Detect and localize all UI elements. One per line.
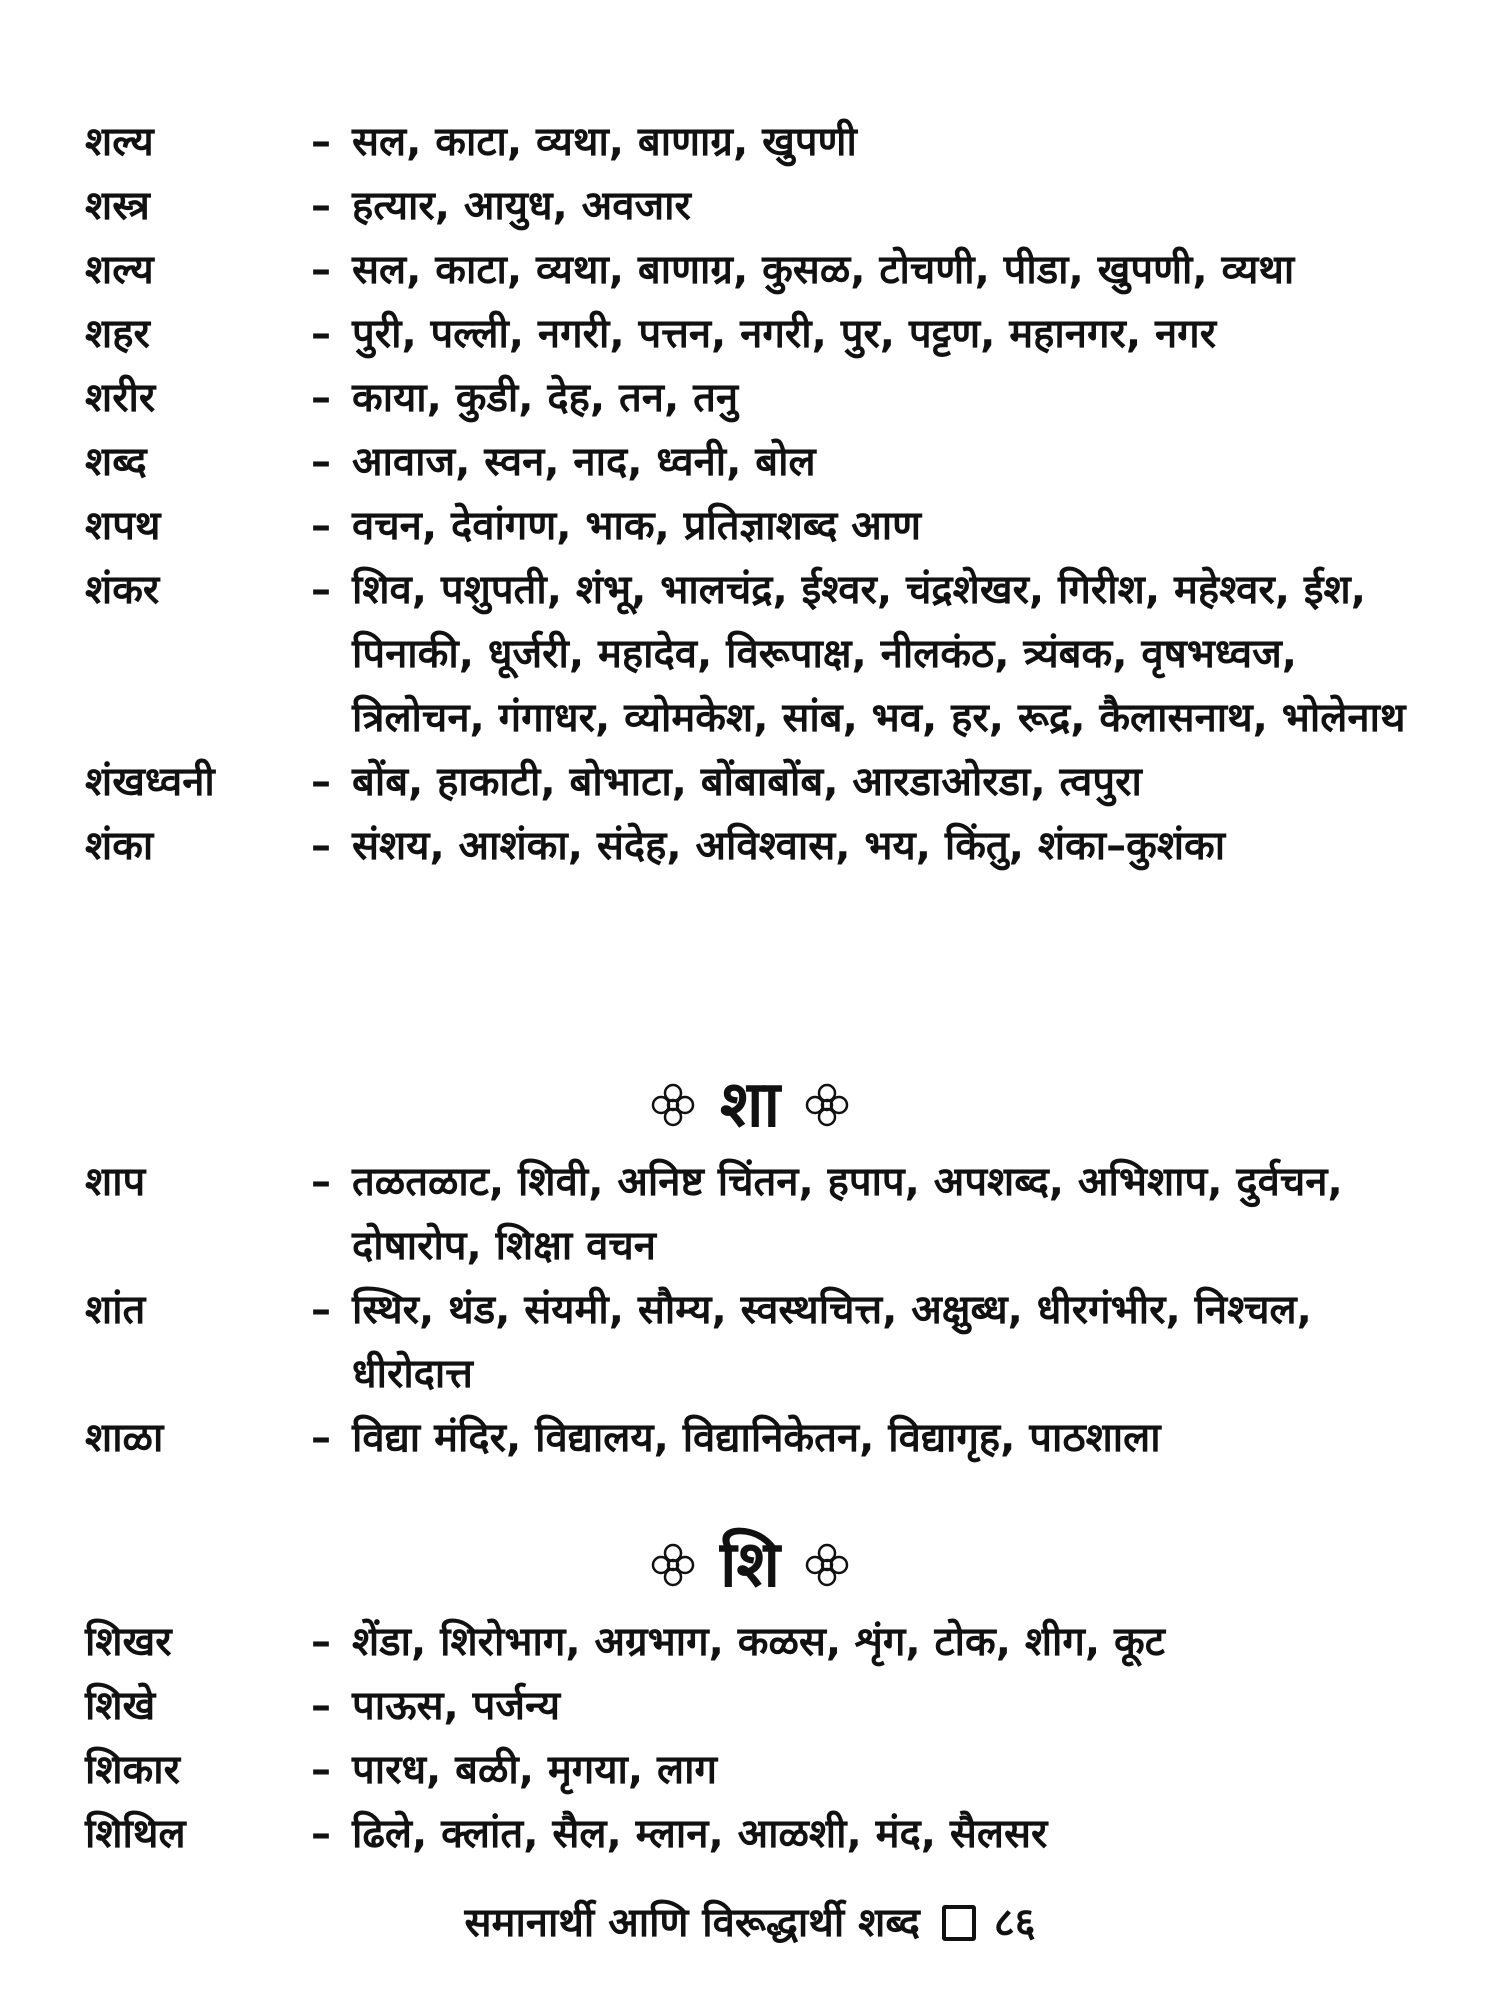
synonyms: पारध, बळी, मृगया, लाग [352,1747,718,1793]
page-footer [0,1893,1500,1953]
term: शहर [85,311,150,357]
flower-icon [802,1540,852,1590]
list-item [85,1150,1440,1278]
dash: – [311,1619,331,1665]
list-item [85,814,1440,878]
dash: – [311,759,331,805]
list-item [85,238,1440,302]
list-item [85,750,1440,814]
term: शाप [85,1159,146,1205]
term: शंकर [85,567,160,613]
list-item [85,494,1440,558]
synonyms: पाऊस, पर्जन्य [352,1683,561,1729]
list-item [85,302,1440,366]
dash: – [311,183,331,229]
page-number: ८६ [993,1900,1036,1946]
list-item [85,1738,1440,1802]
synonyms: हत्यार, आयुध, अवजार [352,183,691,229]
term: शब्द [85,439,147,485]
list-item [85,558,1440,750]
term: शिखर [85,1619,172,1665]
dash: – [311,1159,331,1205]
dash: – [311,567,331,613]
flower-icon [648,1080,698,1130]
term: शल्य [85,247,154,293]
term: शाळा [85,1415,164,1461]
section-heading-text: शि [719,1528,781,1602]
flower-icon [648,1540,698,1590]
section-heading-shaa [0,1060,1500,1150]
list-item [85,110,1440,174]
term: शांत [85,1287,146,1333]
synonyms: ढिले, क्लांत, सैल, म्लान, आळशी, मंद, सैलसर [352,1811,1048,1857]
term: शरीर [85,375,156,421]
section-heading-text: शा [719,1068,781,1142]
square-box-icon [942,1905,976,1941]
term: शल्य [85,119,154,165]
dash: – [311,311,331,357]
section-heading-shi [0,1520,1500,1610]
list-item [85,1802,1440,1866]
synonyms: शेंडा, शिरोभाग, अग्रभाग, कळस, शृंग, टोक, शीग, कूट [352,1619,1165,1665]
dash: – [311,823,331,869]
synonyms: स्थिर, थंड, संयमी, सौम्य, स्वस्थचित्त, अक्षुब्ध, धीरगंभीर, निश्चल, धीरोदात्त [352,1287,1312,1397]
synonyms: पुरी, पल्ली, नगरी, पत्तन, नगरी, पुर, पट्टण, महानगर, नगर [352,311,1217,357]
dash: – [311,375,331,421]
synonyms: संशय, आशंका, संदेह, अविश्वास, भय, किंतु, शंका–कुशंका [352,823,1226,869]
synonyms: सल, काटा, व्यथा, बाणाग्र, कुसळ, टोचणी, पीडा, खुपणी, व्यथा [352,247,1295,293]
synonyms: शिव, पशुपती, शंभू, भालचंद्र, ईश्वर, चंद्रशेखर, गिरीश, महेश्वर, ईश, पिनाकी, धूर्जरी, महादेव, विरूपाक्ष, नीलकंठ, त्र्यंबक, वृषभध्वज, त्रिलोचन, गंगाधर, व्योमकेश, सांब, भव, हर, रूद्र, कैलासनाथ, भोलेनाथ [352,567,1406,741]
list-item [85,1674,1440,1738]
term: शिथिल [85,1811,186,1857]
dash: – [311,119,331,165]
dash: – [311,503,331,549]
synonyms: काया, कुडी, देह, तन, तनु [352,375,739,421]
synonyms: बोंब, हाकाटी, बोभाटा, बोंबाबोंब, आरडाओरडा, त्वपुरा [352,759,1142,805]
synonyms: आवाज, स्वन, नाद, ध्वनी, बोल [352,439,816,485]
list-item [85,174,1440,238]
dash: – [311,1747,331,1793]
synonyms: तळतळाट, शिवी, अनिष्ट चिंतन, हपाप, अपशब्द, अभिशाप, दुर्वचन, दोषारोप, शिक्षा वचन [352,1159,1343,1269]
dash: – [311,1415,331,1461]
term: शंका [85,823,154,869]
list-item [85,1610,1440,1674]
dash: – [311,247,331,293]
footer-title: समानार्थी आणि विरूद्धार्थी शब्द [464,1900,920,1946]
flower-icon [802,1080,852,1130]
list-item [85,430,1440,494]
dash: – [311,1683,331,1729]
synonyms: वचन, देवांगण, भाक, प्रतिज्ञाशब्द आण [352,503,922,549]
dash: – [311,439,331,485]
dash: – [311,1811,331,1857]
section-shi [85,1610,1440,1866]
term: शिकार [85,1747,180,1793]
list-item [85,1278,1440,1406]
term: शपथ [85,503,161,549]
term: शस्त्र [85,183,150,229]
term: शंखध्वनी [85,759,215,805]
list-item [85,1406,1440,1470]
synonyms: सल, काटा, व्यथा, बाणाग्र, खुपणी [352,119,857,165]
synonyms: विद्या मंदिर, विद्यालय, विद्यानिकेतन, विद्यागृह, पाठशाला [352,1415,1161,1461]
dash: – [311,1287,331,1333]
list-item [85,366,1440,430]
term: शिखे [85,1683,156,1729]
section-sha [85,110,1440,878]
section-shaa [85,1150,1440,1470]
